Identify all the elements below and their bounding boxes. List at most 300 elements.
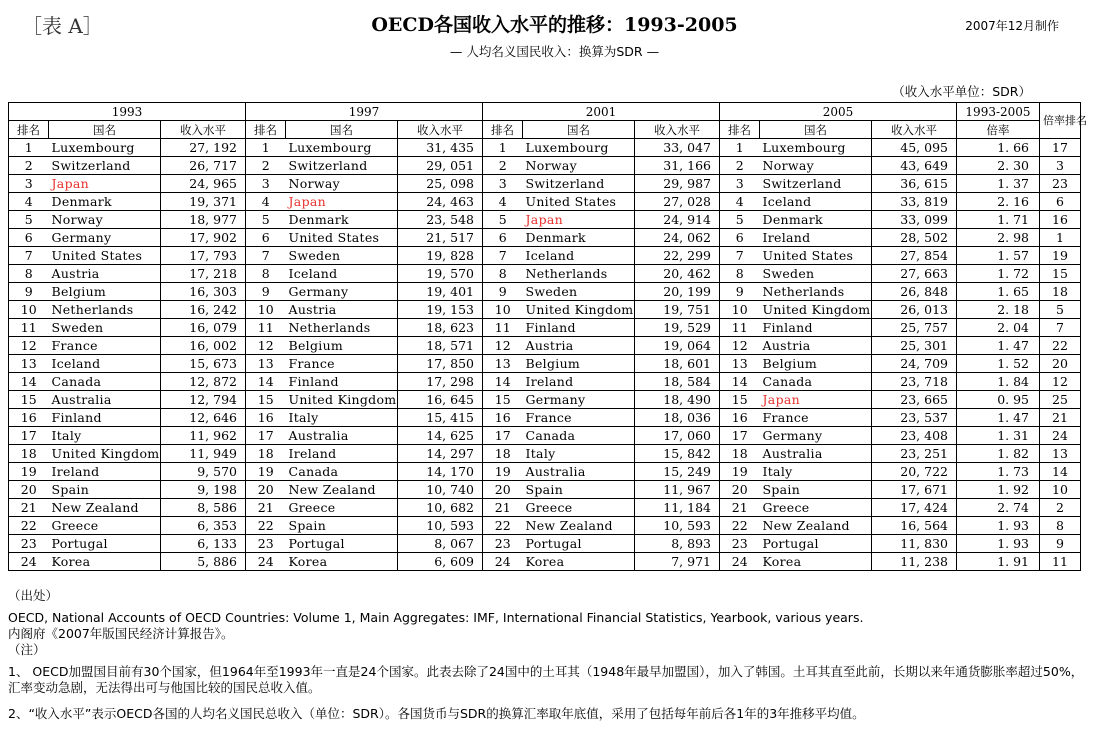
income-cell: 8, 893 — [635, 535, 720, 553]
rank-cell: 18 — [9, 445, 49, 463]
income-cell: 19, 529 — [635, 319, 720, 337]
rank-cell: 3 — [246, 175, 286, 193]
country-cell: Canada — [760, 373, 872, 391]
country-cell: Australia — [49, 391, 161, 409]
country-cell: Netherlands — [523, 265, 635, 283]
income-cell: 19, 828 — [398, 247, 483, 265]
rank-cell: 15 — [246, 391, 286, 409]
rank-cell: 6 — [246, 229, 286, 247]
rank-cell: 13 — [9, 355, 49, 373]
country-cell: United Kingdom — [49, 445, 161, 463]
rank-cell: 8 — [246, 265, 286, 283]
note-item: 1、 OECD加盟国目前有30个国家，但1964年至1993年一直是24个国家。此表去除了24国中的土耳其（1948年最早加盟国），加入了韩国。土耳其直至此前，长期以来年通货膨胀率超过50%， 汇率变动急剧，无法得出可与他国比较的国民总收入值。 — [8, 664, 1084, 695]
income-cell: 20, 722 — [872, 463, 957, 481]
country-cell: Canada — [286, 463, 398, 481]
rank-cell: 9 — [9, 283, 49, 301]
ratio-rank-cell: 24 — [1040, 427, 1081, 445]
income-cell: 17, 218 — [161, 265, 246, 283]
country-cell: Japan — [760, 391, 872, 409]
ratio-cell: 0. 95 — [957, 391, 1040, 409]
country-cell: Korea — [286, 553, 398, 571]
rank-cell: 23 — [483, 535, 523, 553]
rank-cell: 13 — [483, 355, 523, 373]
rank-cell: 20 — [9, 481, 49, 499]
income-cell: 36, 615 — [872, 175, 957, 193]
ratio-rank-cell: 12 — [1040, 373, 1081, 391]
income-cell: 6, 609 — [398, 553, 483, 571]
rank-cell: 20 — [246, 481, 286, 499]
rank-cell: 23 — [720, 535, 760, 553]
country-cell: Sweden — [523, 283, 635, 301]
rank-cell: 24 — [9, 553, 49, 571]
income-cell: 8, 067 — [398, 535, 483, 553]
rank-cell: 16 — [483, 409, 523, 427]
col-rank-header: 排名 — [9, 121, 49, 139]
table-row — [9, 265, 1081, 283]
rank-cell: 13 — [246, 355, 286, 373]
country-cell: Greece — [49, 517, 161, 535]
ratio-rank-cell: 13 — [1040, 445, 1081, 463]
country-cell: Switzerland — [286, 157, 398, 175]
country-cell: Austria — [760, 337, 872, 355]
income-cell: 23, 665 — [872, 391, 957, 409]
country-cell: Iceland — [49, 355, 161, 373]
country-cell: Luxembourg — [286, 139, 398, 157]
country-cell: Portugal — [760, 535, 872, 553]
country-cell: Korea — [49, 553, 161, 571]
source-line: OECD, National Accounts of OECD Countries: Volume 1, Main Aggregates: IMF, International Financial Statistics, Yearbook, various years. — [8, 610, 864, 625]
income-cell: 16, 564 — [872, 517, 957, 535]
ratio-rank-cell: 20 — [1040, 355, 1081, 373]
country-cell: Finland — [760, 319, 872, 337]
ratio-cell: 1. 93 — [957, 517, 1040, 535]
income-cell: 16, 079 — [161, 319, 246, 337]
country-cell: Luxembourg — [523, 139, 635, 157]
ratio-cell: 1. 57 — [957, 247, 1040, 265]
income-cell: 33, 047 — [635, 139, 720, 157]
rank-cell: 10 — [483, 301, 523, 319]
country-cell: Australia — [523, 463, 635, 481]
country-cell: Switzerland — [523, 175, 635, 193]
income-cell: 20, 462 — [635, 265, 720, 283]
unit-note: （收入水平单位：SDR） — [892, 84, 1031, 99]
table-row — [9, 445, 1081, 463]
country-cell: Portugal — [286, 535, 398, 553]
table-row — [9, 211, 1081, 229]
country-cell: United Kingdom — [760, 301, 872, 319]
country-cell: Italy — [49, 427, 161, 445]
country-cell: Sweden — [760, 265, 872, 283]
ratio-rank-cell: 5 — [1040, 301, 1081, 319]
country-cell: Spain — [760, 481, 872, 499]
country-cell: Austria — [523, 337, 635, 355]
ratio-rank-cell: 1 — [1040, 229, 1081, 247]
rank-cell: 11 — [720, 319, 760, 337]
rank-cell: 2 — [483, 157, 523, 175]
ratio-cell: 1. 93 — [957, 535, 1040, 553]
note-heading: （注） — [8, 642, 46, 657]
ratio-rank-cell: 23 — [1040, 175, 1081, 193]
country-cell: Finland — [49, 409, 161, 427]
ratio-rank-cell: 18 — [1040, 283, 1081, 301]
rank-cell: 11 — [246, 319, 286, 337]
rank-cell: 16 — [9, 409, 49, 427]
page-subtitle: — 人均名义国民收入：换算为SDR — — [449, 44, 660, 59]
rank-cell: 22 — [246, 517, 286, 535]
income-cell: 27, 028 — [635, 193, 720, 211]
income-cell: 16, 645 — [398, 391, 483, 409]
rank-cell: 22 — [720, 517, 760, 535]
income-cell: 19, 371 — [161, 193, 246, 211]
country-cell: Canada — [523, 427, 635, 445]
country-cell: Greece — [286, 499, 398, 517]
rank-cell: 19 — [9, 463, 49, 481]
ratio-rank-cell: 9 — [1040, 535, 1081, 553]
income-cell: 10, 593 — [398, 517, 483, 535]
country-cell: France — [49, 337, 161, 355]
rank-cell: 24 — [246, 553, 286, 571]
ratio-cell: 1. 47 — [957, 337, 1040, 355]
country-cell: Spain — [49, 481, 161, 499]
income-cell: 10, 740 — [398, 481, 483, 499]
ratio-cell: 1. 92 — [957, 481, 1040, 499]
country-cell: United States — [760, 247, 872, 265]
country-cell: Sweden — [286, 247, 398, 265]
income-cell: 17, 424 — [872, 499, 957, 517]
rank-cell: 22 — [483, 517, 523, 535]
rank-cell: 19 — [246, 463, 286, 481]
col-rank-header: 排名 — [483, 121, 523, 139]
rank-cell: 1 — [9, 139, 49, 157]
country-cell: Greece — [760, 499, 872, 517]
income-cell: 23, 718 — [872, 373, 957, 391]
rank-cell: 7 — [483, 247, 523, 265]
rank-cell: 6 — [9, 229, 49, 247]
ratio-cell: 2. 18 — [957, 301, 1040, 319]
income-cell: 24, 463 — [398, 193, 483, 211]
country-cell: Iceland — [286, 265, 398, 283]
table-row — [9, 319, 1081, 337]
country-cell: Norway — [760, 157, 872, 175]
country-cell: Austria — [286, 301, 398, 319]
ratio-rank-cell: 11 — [1040, 553, 1081, 571]
income-cell: 15, 249 — [635, 463, 720, 481]
year-header: 1993 — [9, 103, 246, 121]
country-cell: Belgium — [286, 337, 398, 355]
country-cell: France — [523, 409, 635, 427]
income-cell: 14, 297 — [398, 445, 483, 463]
income-cell: 5, 886 — [161, 553, 246, 571]
rank-cell: 5 — [483, 211, 523, 229]
income-cell: 27, 192 — [161, 139, 246, 157]
income-cell: 24, 914 — [635, 211, 720, 229]
ratio-rank-cell: 10 — [1040, 481, 1081, 499]
country-cell: Germany — [286, 283, 398, 301]
ratio-cell: 2. 74 — [957, 499, 1040, 517]
country-cell: Denmark — [760, 211, 872, 229]
country-cell: United Kingdom — [523, 301, 635, 319]
table-row — [9, 157, 1081, 175]
ratio-rank-cell: 8 — [1040, 517, 1081, 535]
rank-cell: 15 — [9, 391, 49, 409]
country-cell: France — [286, 355, 398, 373]
country-cell: Canada — [49, 373, 161, 391]
ratio-cell: 1. 73 — [957, 463, 1040, 481]
rank-cell: 19 — [720, 463, 760, 481]
country-cell: United Kingdom — [286, 391, 398, 409]
rank-cell: 17 — [246, 427, 286, 445]
rank-cell: 11 — [483, 319, 523, 337]
income-cell: 18, 490 — [635, 391, 720, 409]
country-cell: Ireland — [760, 229, 872, 247]
ratio-rank-cell: 3 — [1040, 157, 1081, 175]
country-cell: Japan — [49, 175, 161, 193]
rank-cell: 12 — [483, 337, 523, 355]
income-cell: 8, 586 — [161, 499, 246, 517]
income-cell: 33, 819 — [872, 193, 957, 211]
income-cell: 15, 415 — [398, 409, 483, 427]
rank-cell: 5 — [246, 211, 286, 229]
rank-cell: 4 — [9, 193, 49, 211]
income-cell: 23, 251 — [872, 445, 957, 463]
rank-cell: 2 — [9, 157, 49, 175]
income-cell: 11, 967 — [635, 481, 720, 499]
rank-cell: 21 — [483, 499, 523, 517]
col-income-header: 收入水平 — [635, 121, 720, 139]
income-cell: 19, 570 — [398, 265, 483, 283]
income-cell: 24, 709 — [872, 355, 957, 373]
country-cell: Finland — [523, 319, 635, 337]
rank-cell: 14 — [483, 373, 523, 391]
table-row — [9, 463, 1081, 481]
rank-cell: 1 — [720, 139, 760, 157]
ratio-cell: 1. 37 — [957, 175, 1040, 193]
income-cell: 19, 751 — [635, 301, 720, 319]
income-cell: 31, 166 — [635, 157, 720, 175]
rank-cell: 17 — [720, 427, 760, 445]
income-cell: 16, 242 — [161, 301, 246, 319]
table-row — [9, 391, 1081, 409]
country-cell: Netherlands — [760, 283, 872, 301]
table-row — [9, 247, 1081, 265]
income-cell: 28, 502 — [872, 229, 957, 247]
rank-cell: 18 — [246, 445, 286, 463]
country-cell: Luxembourg — [49, 139, 161, 157]
col-country-header: 国名 — [523, 121, 635, 139]
rank-cell: 3 — [720, 175, 760, 193]
ratio-cell: 1. 71 — [957, 211, 1040, 229]
income-table — [8, 102, 1087, 571]
table-row — [9, 175, 1081, 193]
table-row — [9, 499, 1081, 517]
ratio-rank-cell: 25 — [1040, 391, 1081, 409]
country-cell: Iceland — [760, 193, 872, 211]
income-cell: 19, 401 — [398, 283, 483, 301]
ratio-rank-cell: 19 — [1040, 247, 1081, 265]
rank-cell: 20 — [483, 481, 523, 499]
country-cell: Sweden — [49, 319, 161, 337]
rank-cell: 21 — [720, 499, 760, 517]
income-cell: 26, 717 — [161, 157, 246, 175]
income-cell: 18, 623 — [398, 319, 483, 337]
ratio-period-header: 1993-2005 — [957, 103, 1040, 121]
income-cell: 11, 184 — [635, 499, 720, 517]
ratio-cell: 1. 84 — [957, 373, 1040, 391]
ratio-cell: 2. 16 — [957, 193, 1040, 211]
country-cell: Japan — [523, 211, 635, 229]
income-cell: 7, 971 — [635, 553, 720, 571]
rank-cell: 22 — [9, 517, 49, 535]
ratio-rank-cell: 21 — [1040, 409, 1081, 427]
table-row — [9, 355, 1081, 373]
rank-cell: 21 — [246, 499, 286, 517]
country-cell: Korea — [760, 553, 872, 571]
table-row — [9, 373, 1081, 391]
rank-cell: 16 — [246, 409, 286, 427]
income-cell: 10, 682 — [398, 499, 483, 517]
income-cell: 23, 537 — [872, 409, 957, 427]
ratio-cell: 1. 72 — [957, 265, 1040, 283]
col-income-header: 收入水平 — [398, 121, 483, 139]
country-cell: Norway — [286, 175, 398, 193]
income-cell: 29, 987 — [635, 175, 720, 193]
country-cell: Luxembourg — [760, 139, 872, 157]
rank-cell: 1 — [246, 139, 286, 157]
rank-cell: 3 — [483, 175, 523, 193]
income-cell: 25, 301 — [872, 337, 957, 355]
rank-cell: 14 — [9, 373, 49, 391]
country-cell: Belgium — [49, 283, 161, 301]
year-header: 2001 — [483, 103, 720, 121]
country-cell: Denmark — [286, 211, 398, 229]
rank-cell: 12 — [720, 337, 760, 355]
income-cell: 17, 902 — [161, 229, 246, 247]
income-cell: 23, 408 — [872, 427, 957, 445]
rank-cell: 17 — [9, 427, 49, 445]
country-cell: Spain — [286, 517, 398, 535]
col-income-header: 收入水平 — [161, 121, 246, 139]
income-cell: 12, 794 — [161, 391, 246, 409]
rank-cell: 13 — [720, 355, 760, 373]
income-cell: 17, 793 — [161, 247, 246, 265]
country-cell: Australia — [760, 445, 872, 463]
ratio-cell: 2. 30 — [957, 157, 1040, 175]
ratio-cell: 2. 04 — [957, 319, 1040, 337]
ratio-cell: 1. 31 — [957, 427, 1040, 445]
income-cell: 12, 872 — [161, 373, 246, 391]
income-cell: 16, 303 — [161, 283, 246, 301]
rank-cell: 24 — [720, 553, 760, 571]
col-ratio-header: 倍率 — [957, 121, 1040, 139]
ratio-rank-cell: 17 — [1040, 139, 1081, 157]
country-cell: New Zealand — [286, 481, 398, 499]
table-row — [9, 535, 1081, 553]
rank-cell: 19 — [483, 463, 523, 481]
country-cell: Denmark — [523, 229, 635, 247]
country-cell: Belgium — [523, 355, 635, 373]
income-cell: 22, 299 — [635, 247, 720, 265]
rank-cell: 5 — [9, 211, 49, 229]
ratio-cell: 1. 65 — [957, 283, 1040, 301]
country-cell: Denmark — [49, 193, 161, 211]
income-cell: 24, 062 — [635, 229, 720, 247]
income-cell: 9, 198 — [161, 481, 246, 499]
country-cell: New Zealand — [49, 499, 161, 517]
income-cell: 14, 625 — [398, 427, 483, 445]
table-row — [9, 283, 1081, 301]
table-row — [9, 517, 1081, 535]
income-cell: 14, 170 — [398, 463, 483, 481]
country-cell: Netherlands — [49, 301, 161, 319]
rank-cell: 3 — [9, 175, 49, 193]
rank-cell: 12 — [246, 337, 286, 355]
rank-cell: 23 — [246, 535, 286, 553]
country-cell: Portugal — [523, 535, 635, 553]
country-cell: New Zealand — [523, 517, 635, 535]
country-cell: Norway — [523, 157, 635, 175]
country-cell: Netherlands — [286, 319, 398, 337]
income-cell: 29, 051 — [398, 157, 483, 175]
income-cell: 9, 570 — [161, 463, 246, 481]
country-cell: Spain — [523, 481, 635, 499]
ratio-rank-cell: 15 — [1040, 265, 1081, 283]
ratio-rank-cell: 7 — [1040, 319, 1081, 337]
col-rank-header: 排名 — [720, 121, 760, 139]
country-cell: Italy — [523, 445, 635, 463]
income-cell: 17, 060 — [635, 427, 720, 445]
income-cell: 43, 649 — [872, 157, 957, 175]
country-cell: Switzerland — [760, 175, 872, 193]
ratio-rank-cell: 14 — [1040, 463, 1081, 481]
rank-cell: 23 — [9, 535, 49, 553]
income-cell: 17, 298 — [398, 373, 483, 391]
rank-cell: 14 — [720, 373, 760, 391]
country-cell: Germany — [760, 427, 872, 445]
income-cell: 10, 593 — [635, 517, 720, 535]
ratio-cell: 1. 66 — [957, 139, 1040, 157]
col-rank-header: 排名 — [246, 121, 286, 139]
table-row — [9, 139, 1081, 157]
rank-cell: 4 — [483, 193, 523, 211]
income-cell: 27, 663 — [872, 265, 957, 283]
rank-cell: 7 — [246, 247, 286, 265]
income-cell: 17, 850 — [398, 355, 483, 373]
year-header: 1997 — [246, 103, 483, 121]
rank-cell: 2 — [246, 157, 286, 175]
rank-cell: 8 — [483, 265, 523, 283]
rank-cell: 10 — [9, 301, 49, 319]
source-heading: （出处） — [8, 588, 59, 603]
rank-cell: 7 — [720, 247, 760, 265]
ratio-cell: 2. 98 — [957, 229, 1040, 247]
table-tag: ［表 A］ — [22, 14, 103, 38]
country-cell: Ireland — [286, 445, 398, 463]
country-cell: Switzerland — [49, 157, 161, 175]
source-line: 内阁府《2007年版国民经济计算报告》。 — [8, 626, 234, 641]
country-cell: Portugal — [49, 535, 161, 553]
rank-cell: 24 — [483, 553, 523, 571]
income-cell: 17, 671 — [872, 481, 957, 499]
ratio-rank-cell: 16 — [1040, 211, 1081, 229]
income-cell: 18, 571 — [398, 337, 483, 355]
country-cell: Greece — [523, 499, 635, 517]
rank-cell: 7 — [9, 247, 49, 265]
ratio-rank-header: 倍率排名 — [1040, 103, 1081, 139]
table-row — [9, 481, 1081, 499]
income-cell: 33, 099 — [872, 211, 957, 229]
income-cell: 6, 353 — [161, 517, 246, 535]
country-cell: New Zealand — [760, 517, 872, 535]
